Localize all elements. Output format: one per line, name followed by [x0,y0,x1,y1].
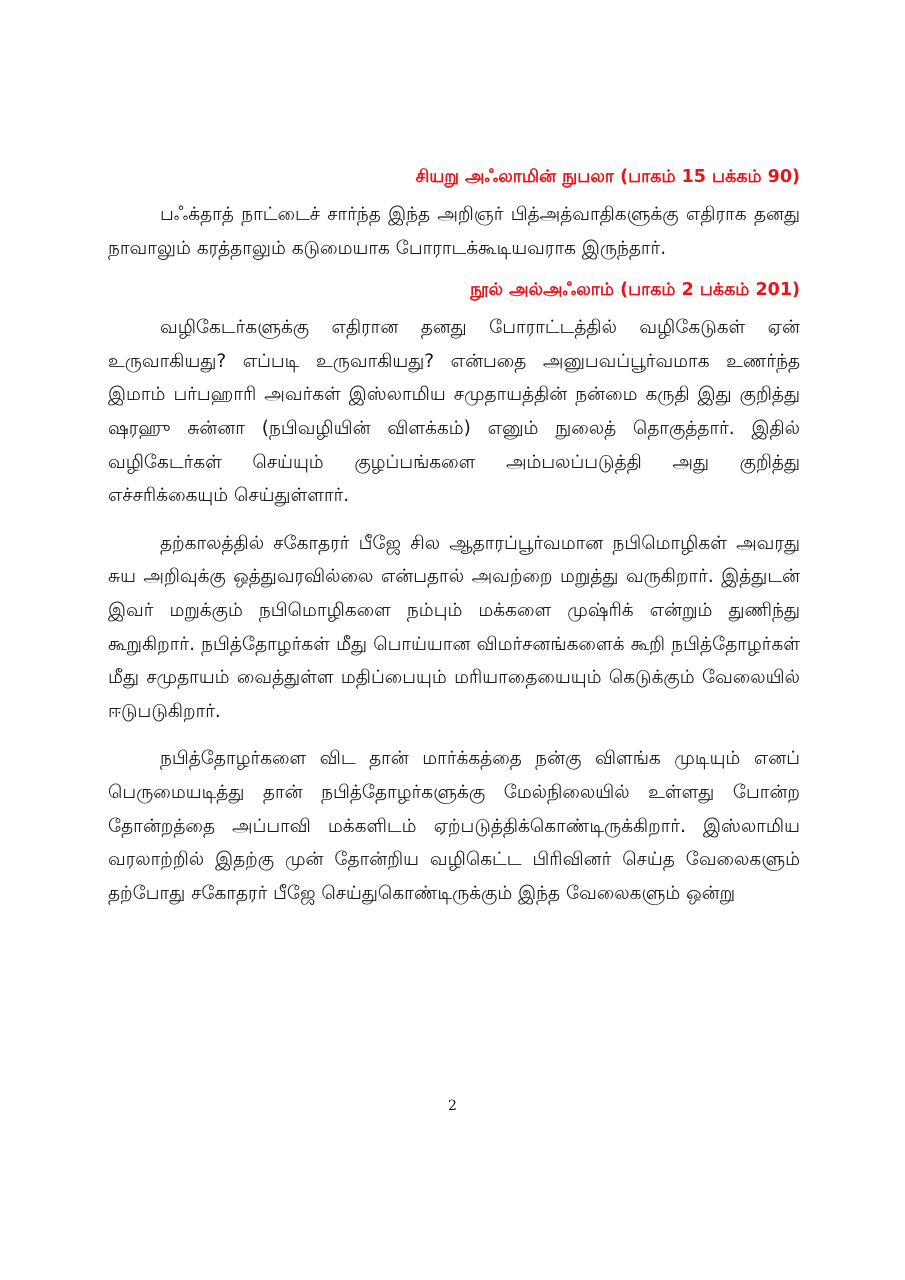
document-page [108,150,800,1150]
page-number: 2 [448,1098,457,1114]
paragraph-imam-barbahari: வழிகேடர்களுக்கு எதிரான தனது போராட்டத்தில் வழிகேடுகள் ஏன் உருவாகியது? எப்படி உருவாகியது? என்பதை அனுபவப்பூர்வமாக உணர்ந்த இமாம் பர்பஹாரி அவர்கள் இஸ்லாமிய சமுதாயத்தின் நன்மை கருதி இது குறித்து ஷரஹு சுன்னா (நபிவழியின் விளக்கம்) எனும் நுலைத் தொகுத்தார். இதில் வழிகேடர்கள் செய்யும் குழப்பங்களை அம்பலப்படுத்தி அது குறித்து எச்சரிக்கையும் செய்துள்ளார். [108,317,800,507]
paragraph-baghdad-scholar: பஃக்தாத் நாட்டைச் சார்ந்த இந்த அறிஞர் பித்அத்வாதிகளுக்கு எதிராக தனது நாவாலும் கரத்தாலும் கடுமையாக போராடக்கூடியவராக இருந்தார். [108,204,800,259]
paragraph-current-era: தற்காலத்தில் சகோதரர் பீஜே சில ஆதாரப்பூர்வமான நபிமொழிகள் அவரது சுய அறிவுக்கு ஒத்துவரவில்லை என்பதால் அவற்றை மறுத்து வருகிறார். இத்துடன் இவர் மறுக்கும் நபிமொழிகளை நம்பும் மக்களை முஷ்ரிக் என்றும் துணிந்து கூறுகிறார். நபித்தோழர்கள் மீது பொய்யான விமர்சனங்களைக் கூறி நபித்தோழர்கள் மீது சமுதாயம் வைத்துள்ள மதிப்பையும் மரியாதையையும் கெடுக்கும் வேலையில் ஈடுபடுகிறார். [108,532,800,722]
paragraph-companions: நபித்தோழர்களை விட தான் மார்க்கத்தை நன்கு விளங்க முடியும் எனப் பெருமையடித்து தான் நபித்தோழர்களுக்கு மேல்நிலையில் உள்ளது போன்ற தோன்றத்தை அப்பாவி மக்களிடம் ஏற்படுத்திக்கொண்டிருக்கிறார். இஸ்லாமிய வரலாற்றில் இதற்கு முன் தோன்றிய வழிகெட்ட பிரிவினர் செய்த வேலைகளும் தற்போது சகோதரர் பீஜே செய்துகொண்டிருக்கும் இந்த வேலைகளும் ஒன்று [108,748,800,904]
source-citation-alalam: நூல் அல்அஃலாம் (பாகம் 2 பக்கம் 201) [470,280,800,301]
source-citation-siyar: சியறு அஃலாமின் நுபலா (பாகம் 15 பக்கம் 90) [415,167,800,187]
